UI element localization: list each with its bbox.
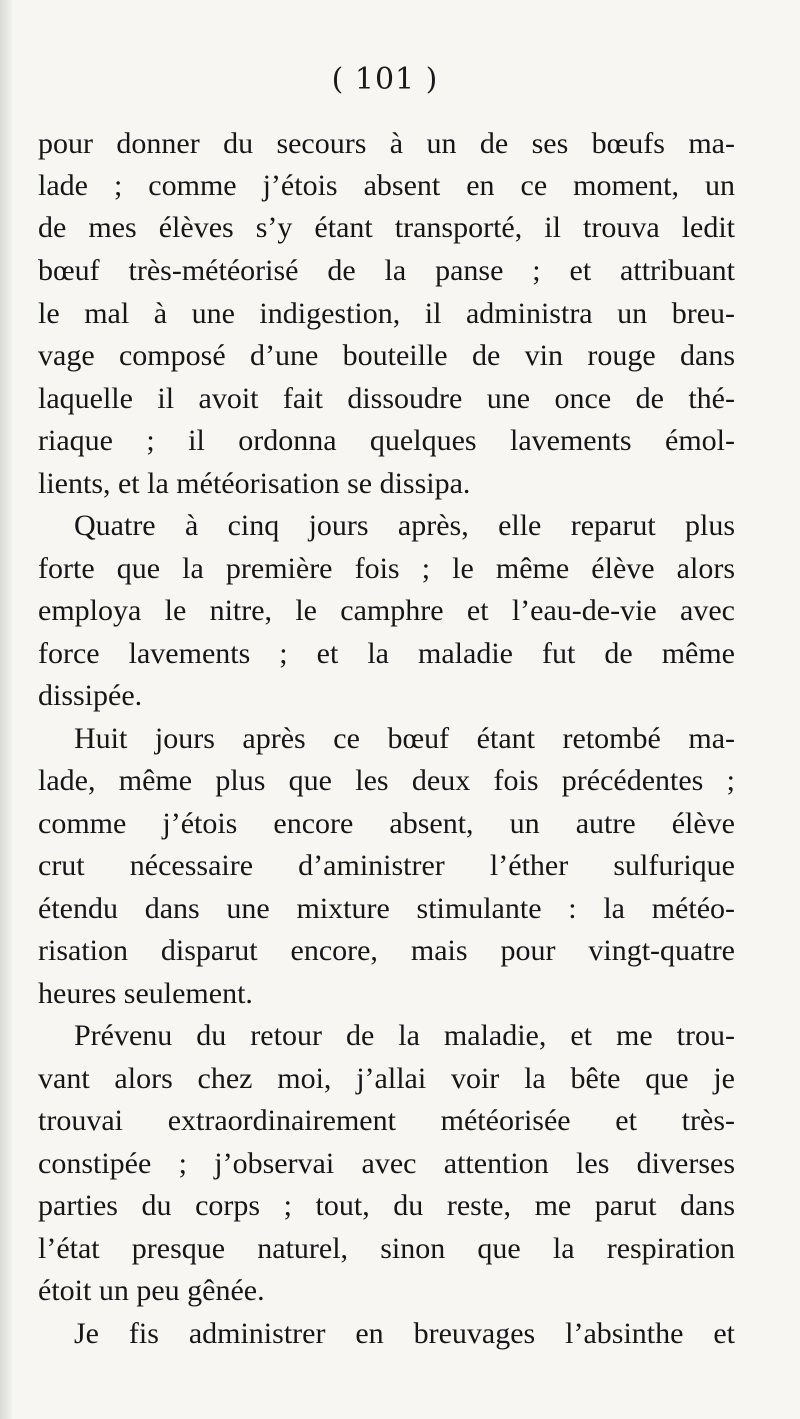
text-line: parties du corps ; tout, du reste, me parut dans xyxy=(38,1189,735,1222)
text-line: lade, même plus que les deux fois précédentes ; xyxy=(38,764,735,797)
text-line: force lavements ; et la maladie fut de même xyxy=(38,637,735,670)
paragraph-last-line: heures seulement. xyxy=(38,977,253,1010)
text-line: étendu dans une mixture stimulante : la météo- xyxy=(38,892,735,925)
text-line: bœuf très-météorisé de la panse ; et attribuant xyxy=(38,254,735,287)
text-line: lade ; comme j’étois absent en ce moment, un xyxy=(38,169,735,202)
text-line: comme j’étois encore absent, un autre élève xyxy=(38,807,735,840)
paragraph-last-line: dissipée. xyxy=(38,679,143,712)
paragraph-last-line: étoit un peu gênée. xyxy=(38,1274,265,1307)
text-line: l’état presque naturel, sinon que la respiration xyxy=(38,1232,735,1265)
text-line: le mal à une indigestion, il administra un breu- xyxy=(38,297,735,330)
paragraph-last-line: lients, et la météorisation se dissipa. xyxy=(38,467,471,500)
page-binding-edge xyxy=(0,0,12,1419)
text-line: vant alors chez moi, j’allai voir la bête que je xyxy=(38,1062,735,1095)
text-line: constipée ; j’observai avec attention les diverses xyxy=(38,1147,735,1180)
text-line: laquelle il avoit fait dissoudre une once de thé- xyxy=(38,382,735,415)
text-line: employa le nitre, le camphre et l’eau-de-vie avec xyxy=(38,594,735,627)
text-line: trouvai extraordinairement météorisée et très- xyxy=(38,1104,735,1137)
text-line: de mes élèves s’y étant transporté, il trouva ledit xyxy=(38,211,735,244)
text-line: forte que la première fois ; le même élève alors xyxy=(38,552,735,585)
paragraph-first-line: Prévenu du retour de la maladie, et me trou- xyxy=(74,1019,735,1052)
paragraph-first-line: Je fis administrer en breuvages l’absinthe et xyxy=(74,1317,735,1350)
text-line: vage composé d’une bouteille de vin rouge dans xyxy=(38,339,735,372)
paragraph-first-line: Quatre à cinq jours après, elle reparut plus xyxy=(74,509,735,542)
page-number: ( 101 ) xyxy=(331,62,439,97)
text-line: risation disparut encore, mais pour vingt-quatre xyxy=(38,934,735,967)
text-line: pour donner du secours à un de ses bœufs ma- xyxy=(38,127,735,160)
paragraph-first-line: Huit jours après ce bœuf étant retombé ma- xyxy=(74,722,735,755)
text-line: crut nécessaire d’aministrer l’éther sulfurique xyxy=(38,849,735,882)
text-line: riaque ; il ordonna quelques lavements émol- xyxy=(38,424,735,457)
